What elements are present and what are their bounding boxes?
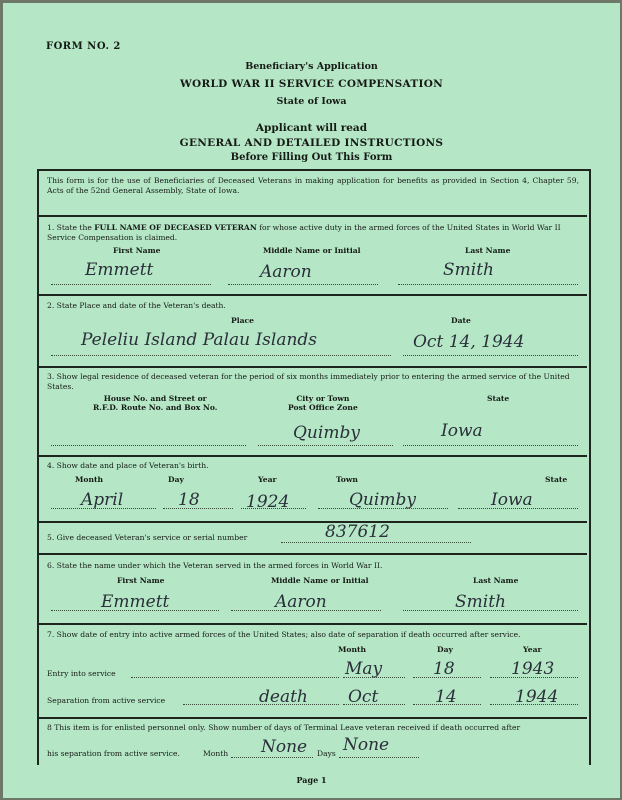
birth-month: April xyxy=(81,490,124,510)
fill-line xyxy=(490,704,578,705)
fill-line xyxy=(490,677,578,678)
intro-text: This form is for the use of Beneficiaries of Deceased Veterans in making application for benefits as provided in Section 4, Chapter 59, Acts of the 52nd General Assembly, State of Iowa. xyxy=(47,176,579,195)
separation-month: Oct xyxy=(348,687,379,707)
fill-line xyxy=(258,445,393,446)
fill-line xyxy=(51,284,211,285)
served-first-label: First Name xyxy=(117,576,165,585)
terminal-leave-days-label: Days xyxy=(317,749,336,758)
entry-label: Entry into service xyxy=(47,669,116,678)
section-2-question: 2. State Place and date of the Veteran's death. xyxy=(47,301,226,310)
fill-line xyxy=(403,355,578,356)
birth-town: Quimby xyxy=(349,490,416,510)
section-5-question: 5. Give deceased Veteran's service or serial number xyxy=(47,533,248,542)
birth-month-label: Month xyxy=(75,475,104,484)
served-middle-label: Middle Name or Initial xyxy=(271,576,369,585)
fill-line xyxy=(458,508,578,509)
middle-name-label: Middle Name or Initial xyxy=(263,246,361,255)
fill-line xyxy=(403,610,578,611)
header-line-6: Before Filling Out This Form xyxy=(230,152,393,163)
terminal-leave-month-label: Month xyxy=(203,749,229,758)
separation-day: 14 xyxy=(435,687,457,707)
fill-line xyxy=(231,610,381,611)
fill-line xyxy=(398,284,578,285)
form-number: FORM NO. 2 xyxy=(46,41,121,52)
fill-line xyxy=(343,677,405,678)
page-number: Page 1 xyxy=(296,775,327,785)
city-label: City or Town Post Office Zone xyxy=(288,394,358,412)
fill-line xyxy=(51,445,246,446)
house-label: House No. and Street or R.F.D. Route No. and Box No. xyxy=(93,394,218,412)
served-last-name: Smith xyxy=(455,592,506,612)
header-line-1: Beneficiary's Application xyxy=(245,61,378,72)
death-date-label: Date xyxy=(451,316,471,325)
fill-line xyxy=(51,610,219,611)
header-title: WORLD WAR II SERVICE COMPENSATION xyxy=(179,78,444,90)
serial-number: 837612 xyxy=(325,522,390,542)
fill-line xyxy=(413,677,481,678)
section-divider xyxy=(37,366,587,368)
section-divider xyxy=(37,455,587,457)
residence-city: Quimby xyxy=(293,423,360,443)
section-divider xyxy=(37,521,587,523)
header-state: State of Iowa xyxy=(276,96,347,107)
residence-state: Iowa xyxy=(441,421,483,441)
fill-line xyxy=(413,704,481,705)
section-divider xyxy=(37,623,587,625)
fill-line xyxy=(231,757,313,758)
section-3-question: 3. Show legal residence of deceased veteran for the period of six months immediately prior to entering the armed service of the United States. xyxy=(47,372,570,391)
section-7-question: 7. Show date of entry into active armed forces of the United States; also date of separation if death occurred after service. xyxy=(47,630,521,639)
entry-day: 18 xyxy=(433,659,455,679)
section-6-question: 6. State the name under which the Veteran served in the armed forces in World War II. xyxy=(47,561,383,570)
served-last-label: Last Name xyxy=(473,576,519,585)
section-divider xyxy=(37,215,587,217)
birth-state: Iowa xyxy=(491,490,533,510)
birth-year: 1924 xyxy=(246,492,290,512)
served-middle-name: Aaron xyxy=(275,592,327,612)
entry-month: May xyxy=(345,659,383,679)
service-year-label: Year xyxy=(523,645,542,654)
death-place: Peleliu Island Palau Islands xyxy=(81,330,318,350)
fill-line xyxy=(281,542,471,543)
fill-line xyxy=(163,508,233,509)
fill-line xyxy=(228,284,378,285)
fill-line xyxy=(131,677,339,678)
separation-year: 1944 xyxy=(515,687,559,707)
section-8-line-2: his separation from active service. xyxy=(47,749,180,758)
veteran-middle-name: Aaron xyxy=(260,262,312,282)
header-instructions: GENERAL AND DETAILED INSTRUCTIONS xyxy=(179,137,444,149)
birth-day-label: Day xyxy=(168,475,184,484)
residence-state-label: State xyxy=(487,394,510,403)
section-1-question: 1. State the FULL NAME OF DECEASED VETERAN for whose active duty in the armed forces of the United States in World War II Service Compensation is claimed. xyxy=(47,223,561,242)
section-8-question: 8 This item is for enlisted personnel only. Show number of days of Terminal Leave veteran received if death occurred after xyxy=(47,723,521,732)
death-date: Oct 14, 1944 xyxy=(413,332,525,352)
fill-line xyxy=(343,704,405,705)
birth-year-label: Year xyxy=(258,475,277,484)
fill-line xyxy=(318,508,448,509)
birth-day: 18 xyxy=(178,490,200,510)
section-divider xyxy=(37,717,587,719)
last-name-label: Last Name xyxy=(465,246,511,255)
separation-label: Separation from active service xyxy=(47,696,166,705)
served-first-name: Emmett xyxy=(101,592,170,612)
separation-reason: death xyxy=(259,687,308,707)
entry-year: 1943 xyxy=(511,659,555,679)
fill-line xyxy=(403,445,578,446)
section-divider xyxy=(37,294,587,296)
birth-state-label: State xyxy=(545,475,568,484)
form-page xyxy=(3,3,620,798)
section-divider xyxy=(37,553,587,555)
terminal-leave-month: None xyxy=(261,737,308,757)
veteran-first-name: Emmett xyxy=(85,260,154,280)
terminal-leave-days: None xyxy=(343,735,390,755)
fill-line xyxy=(339,757,419,758)
birth-town-label: Town xyxy=(336,475,358,484)
section-4-question: 4. Show date and place of Veteran's birth. xyxy=(47,461,209,470)
fill-line xyxy=(51,355,391,356)
fill-line xyxy=(51,508,156,509)
first-name-label: First Name xyxy=(113,246,161,255)
service-month-label: Month xyxy=(338,645,367,654)
veteran-last-name: Smith xyxy=(443,260,494,280)
death-place-label: Place xyxy=(231,316,254,325)
service-day-label: Day xyxy=(437,645,453,654)
fill-line xyxy=(241,508,306,509)
header-line-4: Applicant will read xyxy=(255,122,368,134)
